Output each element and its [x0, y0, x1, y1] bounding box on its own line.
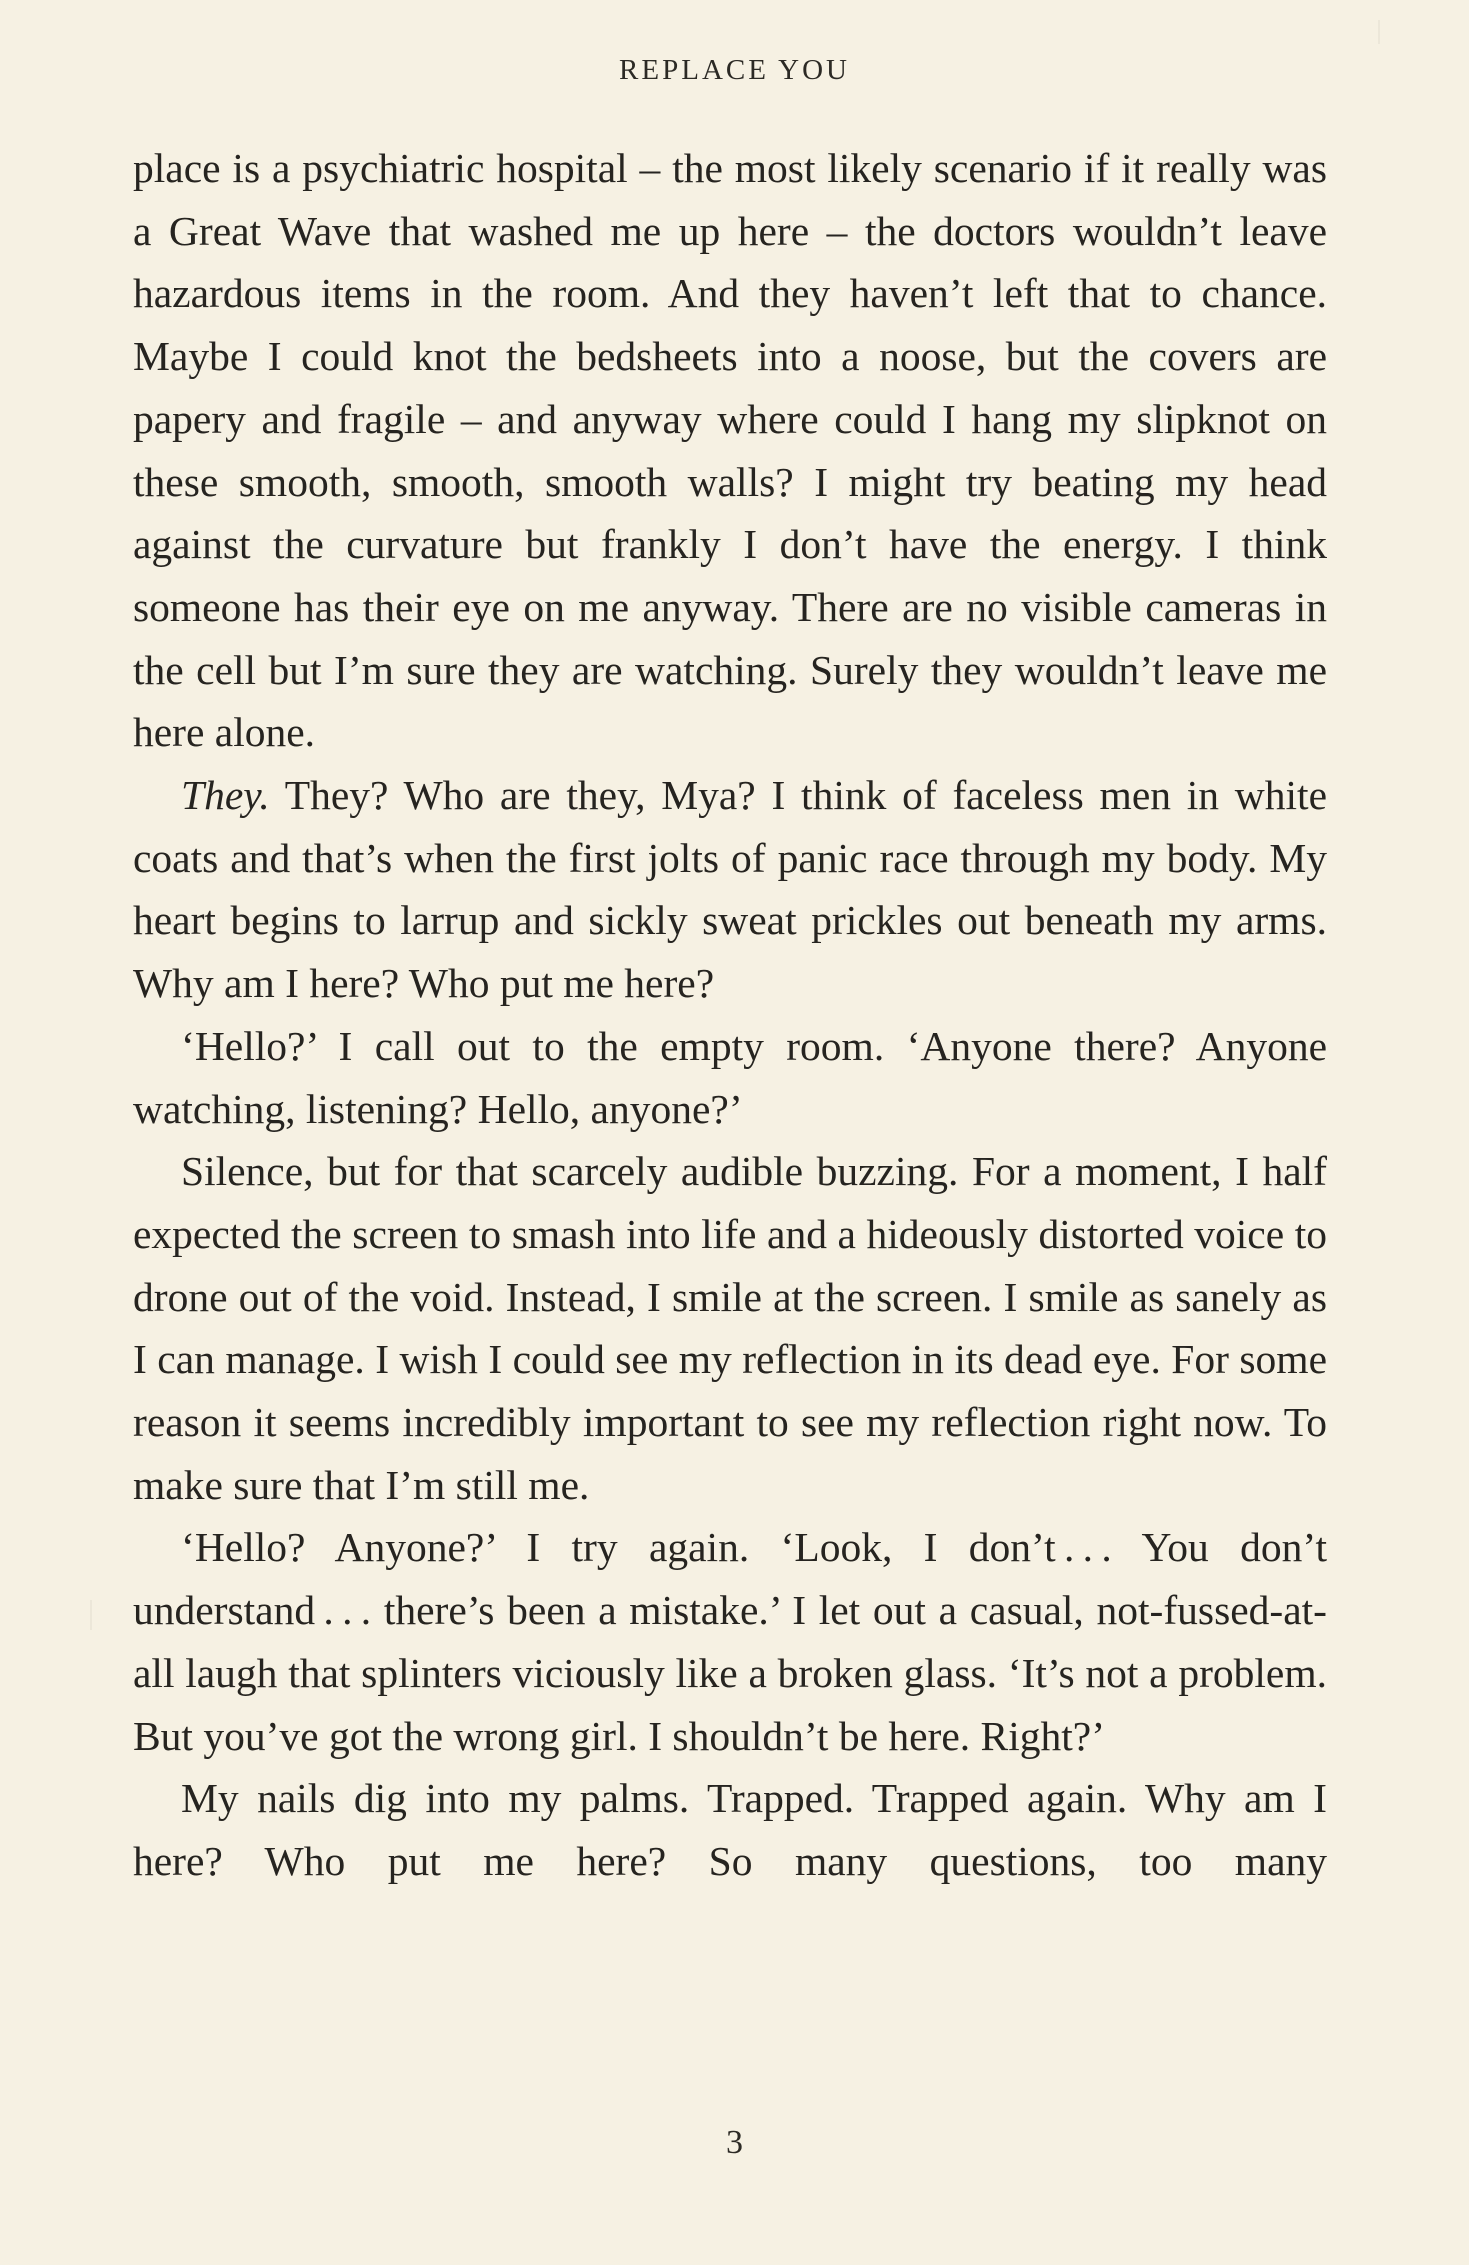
paragraph-text: They? Who are they, Mya? I think of faceless men in white coats and that’s when the first jolts of panic race through my body. My heart begins to larrup and sickly sweat prickles out beneath my arms. Why am I here? Who put me here? — [133, 772, 1327, 1007]
page-number: 3 — [726, 2124, 743, 2161]
show-through-mark — [90, 1600, 92, 1630]
body-text — [133, 137, 1327, 1893]
show-through-mark — [1378, 20, 1380, 44]
paragraph — [133, 764, 1327, 1015]
paragraph: ‘Hello? Anyone?’ I try again. ‘Look, I don’t . . . You don’t understand . . . there’s been a mistake.’ I let out a casual, not-fussed-at-all laugh that splinters viciously like a broken glass. ‘It’s not a problem. But you’ve got the wrong girl. I shouldn’t be here. Right?’ — [133, 1524, 1327, 1759]
running-head: REPLACE YOU — [619, 54, 850, 86]
paragraph: place is a psychiatric hospital – the most likely scenario if it really was a Great Wave that washed me up here – the doctors wouldn’t leave hazardous items in the room. And they haven’t left that to chance. Maybe I could knot the bedsheets into a noose, but the covers are papery and fragile – and anyway where could I hang my slipknot on these smooth, smooth, smooth walls? I might try beating my head against the curvature but frankly I don’t have the energy. I think someone has their eye on me anyway. There are no visible cameras in the cell but I’m sure they are watching. Surely they wouldn’t leave me here alone. — [133, 145, 1327, 756]
paragraph: My nails dig into my palms. Trapped. Trapped again. Why am I here? Who put me here? So many questions, too many — [133, 1775, 1327, 1884]
paragraph: Silence, but for that scarcely audible buzzing. For a moment, I half expected the screen to smash into life and a hideously distorted voice to drone out of the void. Instead, I smile at the screen. I smile as sanely as I can manage. I wish I could see my reflection in its dead eye. For some reason it seems incredibly important to see my reflection right now. To make sure that I’m still me. — [133, 1148, 1327, 1508]
emphasis-text: They. — [181, 772, 270, 819]
paragraph: ‘Hello?’ I call out to the empty room. ‘Anyone there? Anyone watching, listening? Hello, anyone?’ — [133, 1022, 1327, 1132]
